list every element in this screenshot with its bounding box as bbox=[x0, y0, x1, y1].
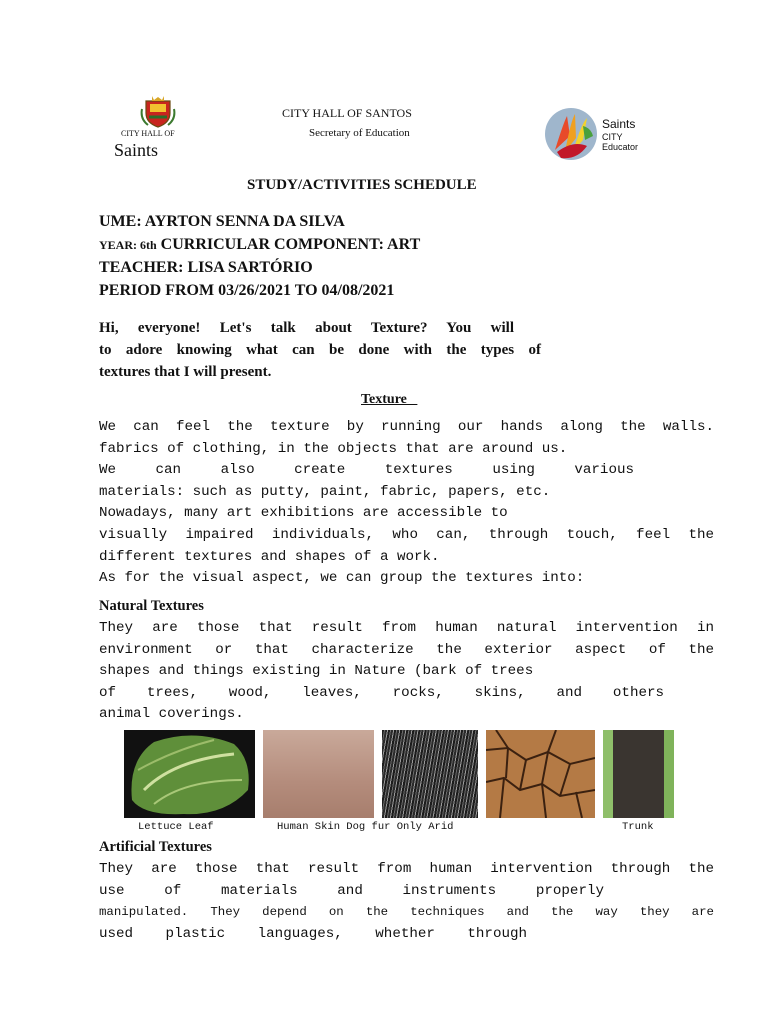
natural-line: shapes and things existing in Nature (bark of trees bbox=[99, 663, 534, 680]
crest-caption-top: CITY HALL OF bbox=[121, 129, 175, 138]
texture-line: materials: such as putty, paint, fabric, papers, etc. bbox=[99, 483, 551, 500]
artificial-line: They are those that result from human intervention through the bbox=[99, 861, 714, 877]
intro-line-1: Hi, everyone! Let's talk about Texture? You will bbox=[99, 320, 514, 336]
component-label: CURRICULAR COMPONENT: ART bbox=[156, 236, 421, 253]
texture-line: visually impaired individuals, who can, through touch, feel the bbox=[99, 526, 714, 543]
artificial-line: used plastic languages, whether through bbox=[99, 925, 527, 942]
ume-line: UME: AYRTON SENNA DA SILVA bbox=[99, 213, 345, 230]
human-skin-image bbox=[263, 730, 374, 818]
natural-line: They are those that result from human natural intervention in bbox=[99, 620, 714, 636]
texture-heading: Texture bbox=[361, 392, 418, 407]
period-line: PERIOD FROM 03/26/2021 TO 04/08/2021 bbox=[99, 282, 395, 299]
natural-line: animal coverings. bbox=[99, 706, 244, 723]
arid-ground-image bbox=[486, 730, 595, 818]
city-hall-title: CITY HALL OF SANTOS bbox=[282, 106, 412, 120]
artificial-textures-heading: Artificial Textures bbox=[99, 839, 212, 855]
texture-line: We can feel the texture by running our hands along the walls. bbox=[99, 419, 714, 435]
edu-logo-educator: Educator bbox=[602, 142, 639, 152]
natural-line: of trees, wood, leaves, rocks, skins, and others bbox=[99, 684, 664, 701]
natural-body bbox=[99, 618, 714, 726]
secretary-title: Secretary of Education bbox=[309, 127, 410, 139]
texture-line: Nowadays, many art exhibitions are accessible to bbox=[99, 505, 508, 522]
texture-line: As for the visual aspect, we can group the textures into: bbox=[99, 570, 585, 587]
crest-caption-bottom: Saints bbox=[114, 140, 159, 160]
intro-line-3: textures that I will present. bbox=[99, 364, 272, 380]
texture-line: We can also create textures using various bbox=[99, 462, 634, 479]
schedule-title: STUDY/ACTIVITIES SCHEDULE bbox=[247, 177, 477, 193]
edu-logo-saints: Saints bbox=[602, 117, 636, 131]
texture-body bbox=[99, 417, 714, 590]
texture-line: fabrics of clothing, in the objects that are around us. bbox=[99, 440, 568, 457]
caption-lettuce-leaf: Lettuce Leaf bbox=[138, 821, 214, 833]
saints-city-educator-logo-icon bbox=[543, 106, 599, 162]
caption-trunk: Trunk bbox=[622, 821, 654, 833]
intro-line-2: to adore knowing what can be done with the types of bbox=[99, 342, 541, 358]
year-component-line bbox=[99, 236, 420, 254]
artificial-line: use of materials and instruments properly bbox=[99, 882, 604, 899]
lettuce-leaf-picture-icon bbox=[124, 730, 255, 818]
tree-trunk-image bbox=[603, 730, 674, 818]
intro-paragraph bbox=[99, 317, 541, 383]
year-label: YEAR: 6th bbox=[99, 238, 157, 252]
lettuce-leaf-image bbox=[124, 730, 255, 818]
teacher-line: TEACHER: LISA SARTÓRIO bbox=[99, 259, 313, 276]
natural-line: environment or that characterize the exterior aspect of the bbox=[99, 641, 714, 658]
cracked-ground-picture-icon bbox=[486, 730, 595, 818]
dog-fur-image bbox=[382, 730, 478, 818]
artificial-line: manipulated. They depend on the techniques and the way they are bbox=[99, 905, 714, 920]
natural-textures-heading: Natural Textures bbox=[99, 598, 204, 614]
city-hall-crest-icon bbox=[140, 95, 176, 129]
caption-skin-fur-arid: Human Skin Dog fur Only Arid bbox=[277, 821, 454, 833]
texture-line: different textures and shapes of a work. bbox=[99, 548, 440, 565]
artificial-body bbox=[99, 859, 714, 945]
edu-logo-city: CITY bbox=[602, 132, 623, 142]
